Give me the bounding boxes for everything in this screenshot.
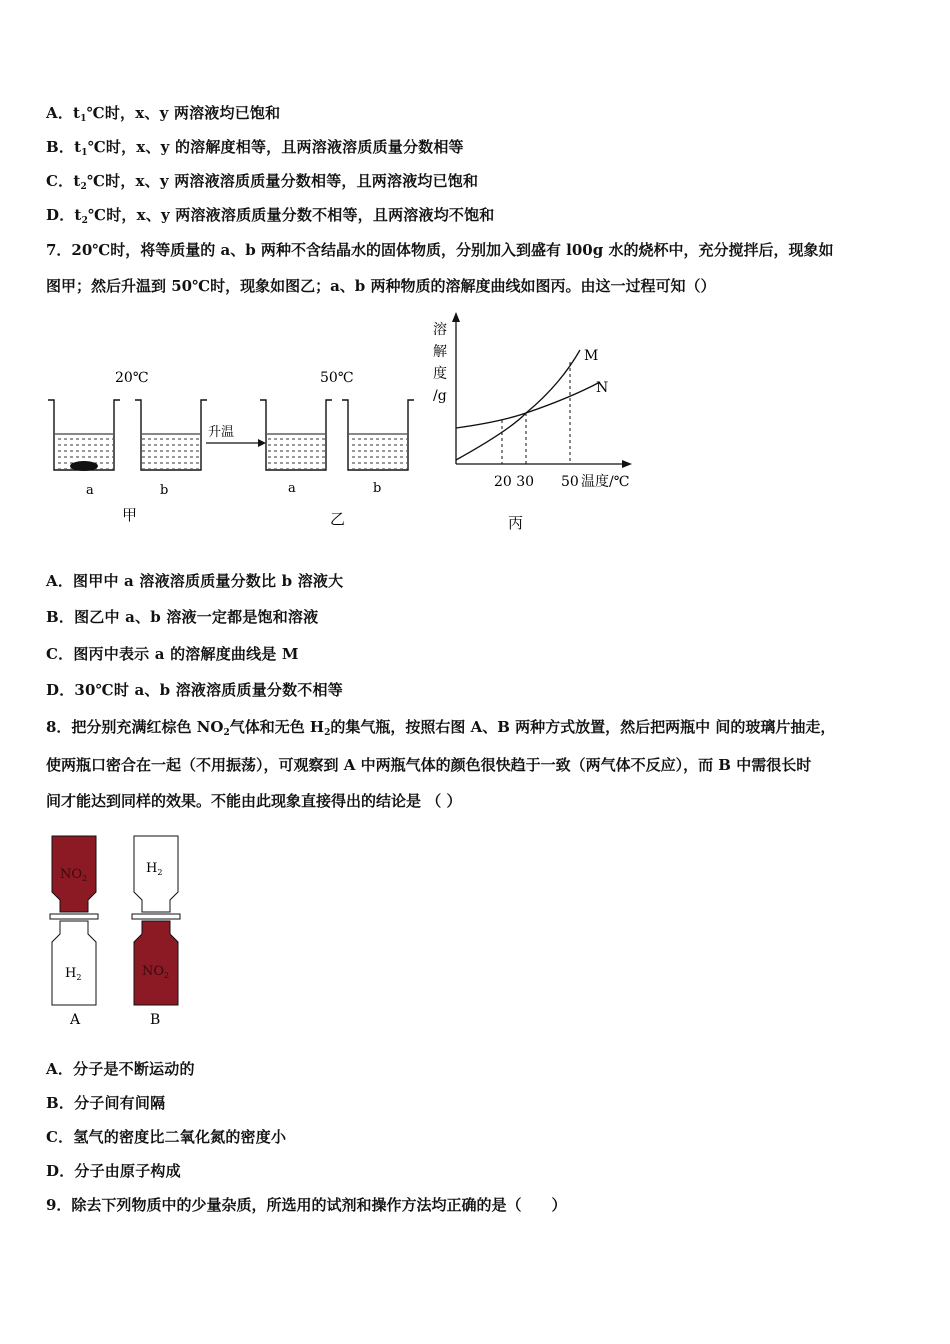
curve-n bbox=[456, 382, 600, 428]
q8-option-b: B．分子间有间隔 bbox=[46, 1094, 166, 1112]
beaker-label: b bbox=[373, 481, 382, 496]
q7-stem-line2: 图甲；然后升温到 50℃时，现象如图乙；a、b 两种物质的溶解度曲线如图丙。由这一过程可知（） bbox=[46, 277, 716, 295]
bottle-a-top bbox=[52, 836, 96, 912]
h2-label: $H_2$ bbox=[146, 861, 163, 877]
bottle-a-bottom bbox=[52, 921, 96, 1005]
curve-m-label: M bbox=[584, 348, 599, 364]
beaker-label: b bbox=[160, 483, 169, 498]
q6-option-a: A．$t_1℃$时，x、y 两溶液均已饱和 bbox=[46, 104, 281, 124]
beaker-jia-a bbox=[48, 400, 120, 471]
q8-option-c: C．氢气的密度比二氧化氮的密度小 bbox=[46, 1128, 287, 1146]
curve-n-label: N bbox=[596, 380, 609, 396]
temp-label-50: 50℃ bbox=[320, 370, 354, 386]
q7-option-b: B．图乙中 a、b 溶液一定都是饱和溶液 bbox=[46, 608, 319, 626]
beaker-label: a bbox=[86, 483, 94, 498]
solubility-graph bbox=[433, 312, 632, 490]
q6-option-d: D．$t_2℃$时，x、y 两溶液溶质质量分数不相等，且两溶液均不饱和 bbox=[46, 206, 495, 226]
q8-option-d: D．分子由原子构成 bbox=[46, 1162, 181, 1180]
q6-option-b: B．$t_1℃$时，x、y 的溶解度相等，且两溶液溶质质量分数相等 bbox=[46, 138, 464, 158]
glass-plate-a bbox=[50, 914, 98, 919]
q8-stem-line2: 使两瓶口密合在一起（不用振荡），可观察到 A 中两瓶气体的颜色很快趋于一致（两气体不反应），而 B 中需很长时 bbox=[46, 756, 812, 774]
q7-option-c: C．图丙中表示 a 的溶解度曲线是 M bbox=[46, 645, 299, 663]
solid-precipitate bbox=[70, 461, 98, 471]
q8-option-a: A．分子是不断运动的 bbox=[46, 1060, 195, 1078]
bottle-b-bottom bbox=[134, 921, 178, 1005]
arrow-icon bbox=[206, 439, 266, 447]
caption-jia: 甲 bbox=[122, 506, 138, 524]
q8-stem-line1: 8．把分别充满红棕色 $NO_2$气体和无色 $H_2$的集气瓶，按照右图 A、B 两种方式放置，然后把两瓶中 间的玻璃片抽走， bbox=[46, 718, 836, 738]
h2-label: $H_2$ bbox=[65, 966, 82, 982]
q7-figure bbox=[40, 310, 650, 544]
q8-stem-line3: 间才能达到同样的效果。不能由此现象直接得出的结论是 （ ） bbox=[46, 792, 462, 810]
beaker-label: a bbox=[288, 481, 296, 496]
caption-bing: 丙 bbox=[508, 514, 524, 532]
graph-ylabel: /g bbox=[433, 388, 447, 404]
no2-label: $NO_2$ bbox=[60, 867, 88, 883]
curve-m bbox=[456, 350, 580, 460]
bottle-label-a: A bbox=[70, 1012, 81, 1028]
tick-20-30: 20 30 bbox=[494, 474, 535, 490]
q6-option-c: C．$t_2℃$时，x、y 两溶液溶质质量分数相等，且两溶液均已饱和 bbox=[46, 172, 479, 192]
bottle-b-top bbox=[134, 836, 178, 912]
beaker-jia-b bbox=[135, 400, 207, 470]
q8-figure bbox=[40, 830, 200, 1034]
q9-stem: 9．除去下列物质中的少量杂质，所选用的试剂和操作方法均正确的是（ ） bbox=[46, 1196, 567, 1214]
graph-ylabel: 解 bbox=[433, 344, 447, 360]
beaker-yi-b bbox=[342, 400, 414, 470]
tick-50: 50 bbox=[561, 474, 579, 490]
q7-option-d: D．30℃时 a、b 溶液溶质质量分数不相等 bbox=[46, 681, 343, 699]
q7-stem-line1: 7．20℃时，将等质量的 a、b 两种不含结晶水的固体物质，分别加入到盛有 l00g 水的烧杯中，充分搅拌后，现象如 bbox=[46, 241, 834, 259]
bottle-label-b: B bbox=[150, 1012, 161, 1028]
graph-ylabel: 度 bbox=[433, 366, 447, 382]
glass-plate-b bbox=[132, 914, 180, 919]
q7-option-a: A．图甲中 a 溶液溶质质量分数比 b 溶液大 bbox=[46, 572, 344, 590]
beaker-yi-a bbox=[260, 400, 332, 470]
graph-ylabel: 溶 bbox=[433, 322, 447, 338]
caption-yi: 乙 bbox=[330, 510, 346, 528]
arrow-label: 升温 bbox=[208, 425, 235, 440]
no2-label: $NO_2$ bbox=[142, 964, 170, 980]
temp-label-20: 20℃ bbox=[115, 370, 149, 386]
graph-xlabel: 温度/℃ bbox=[581, 474, 630, 490]
